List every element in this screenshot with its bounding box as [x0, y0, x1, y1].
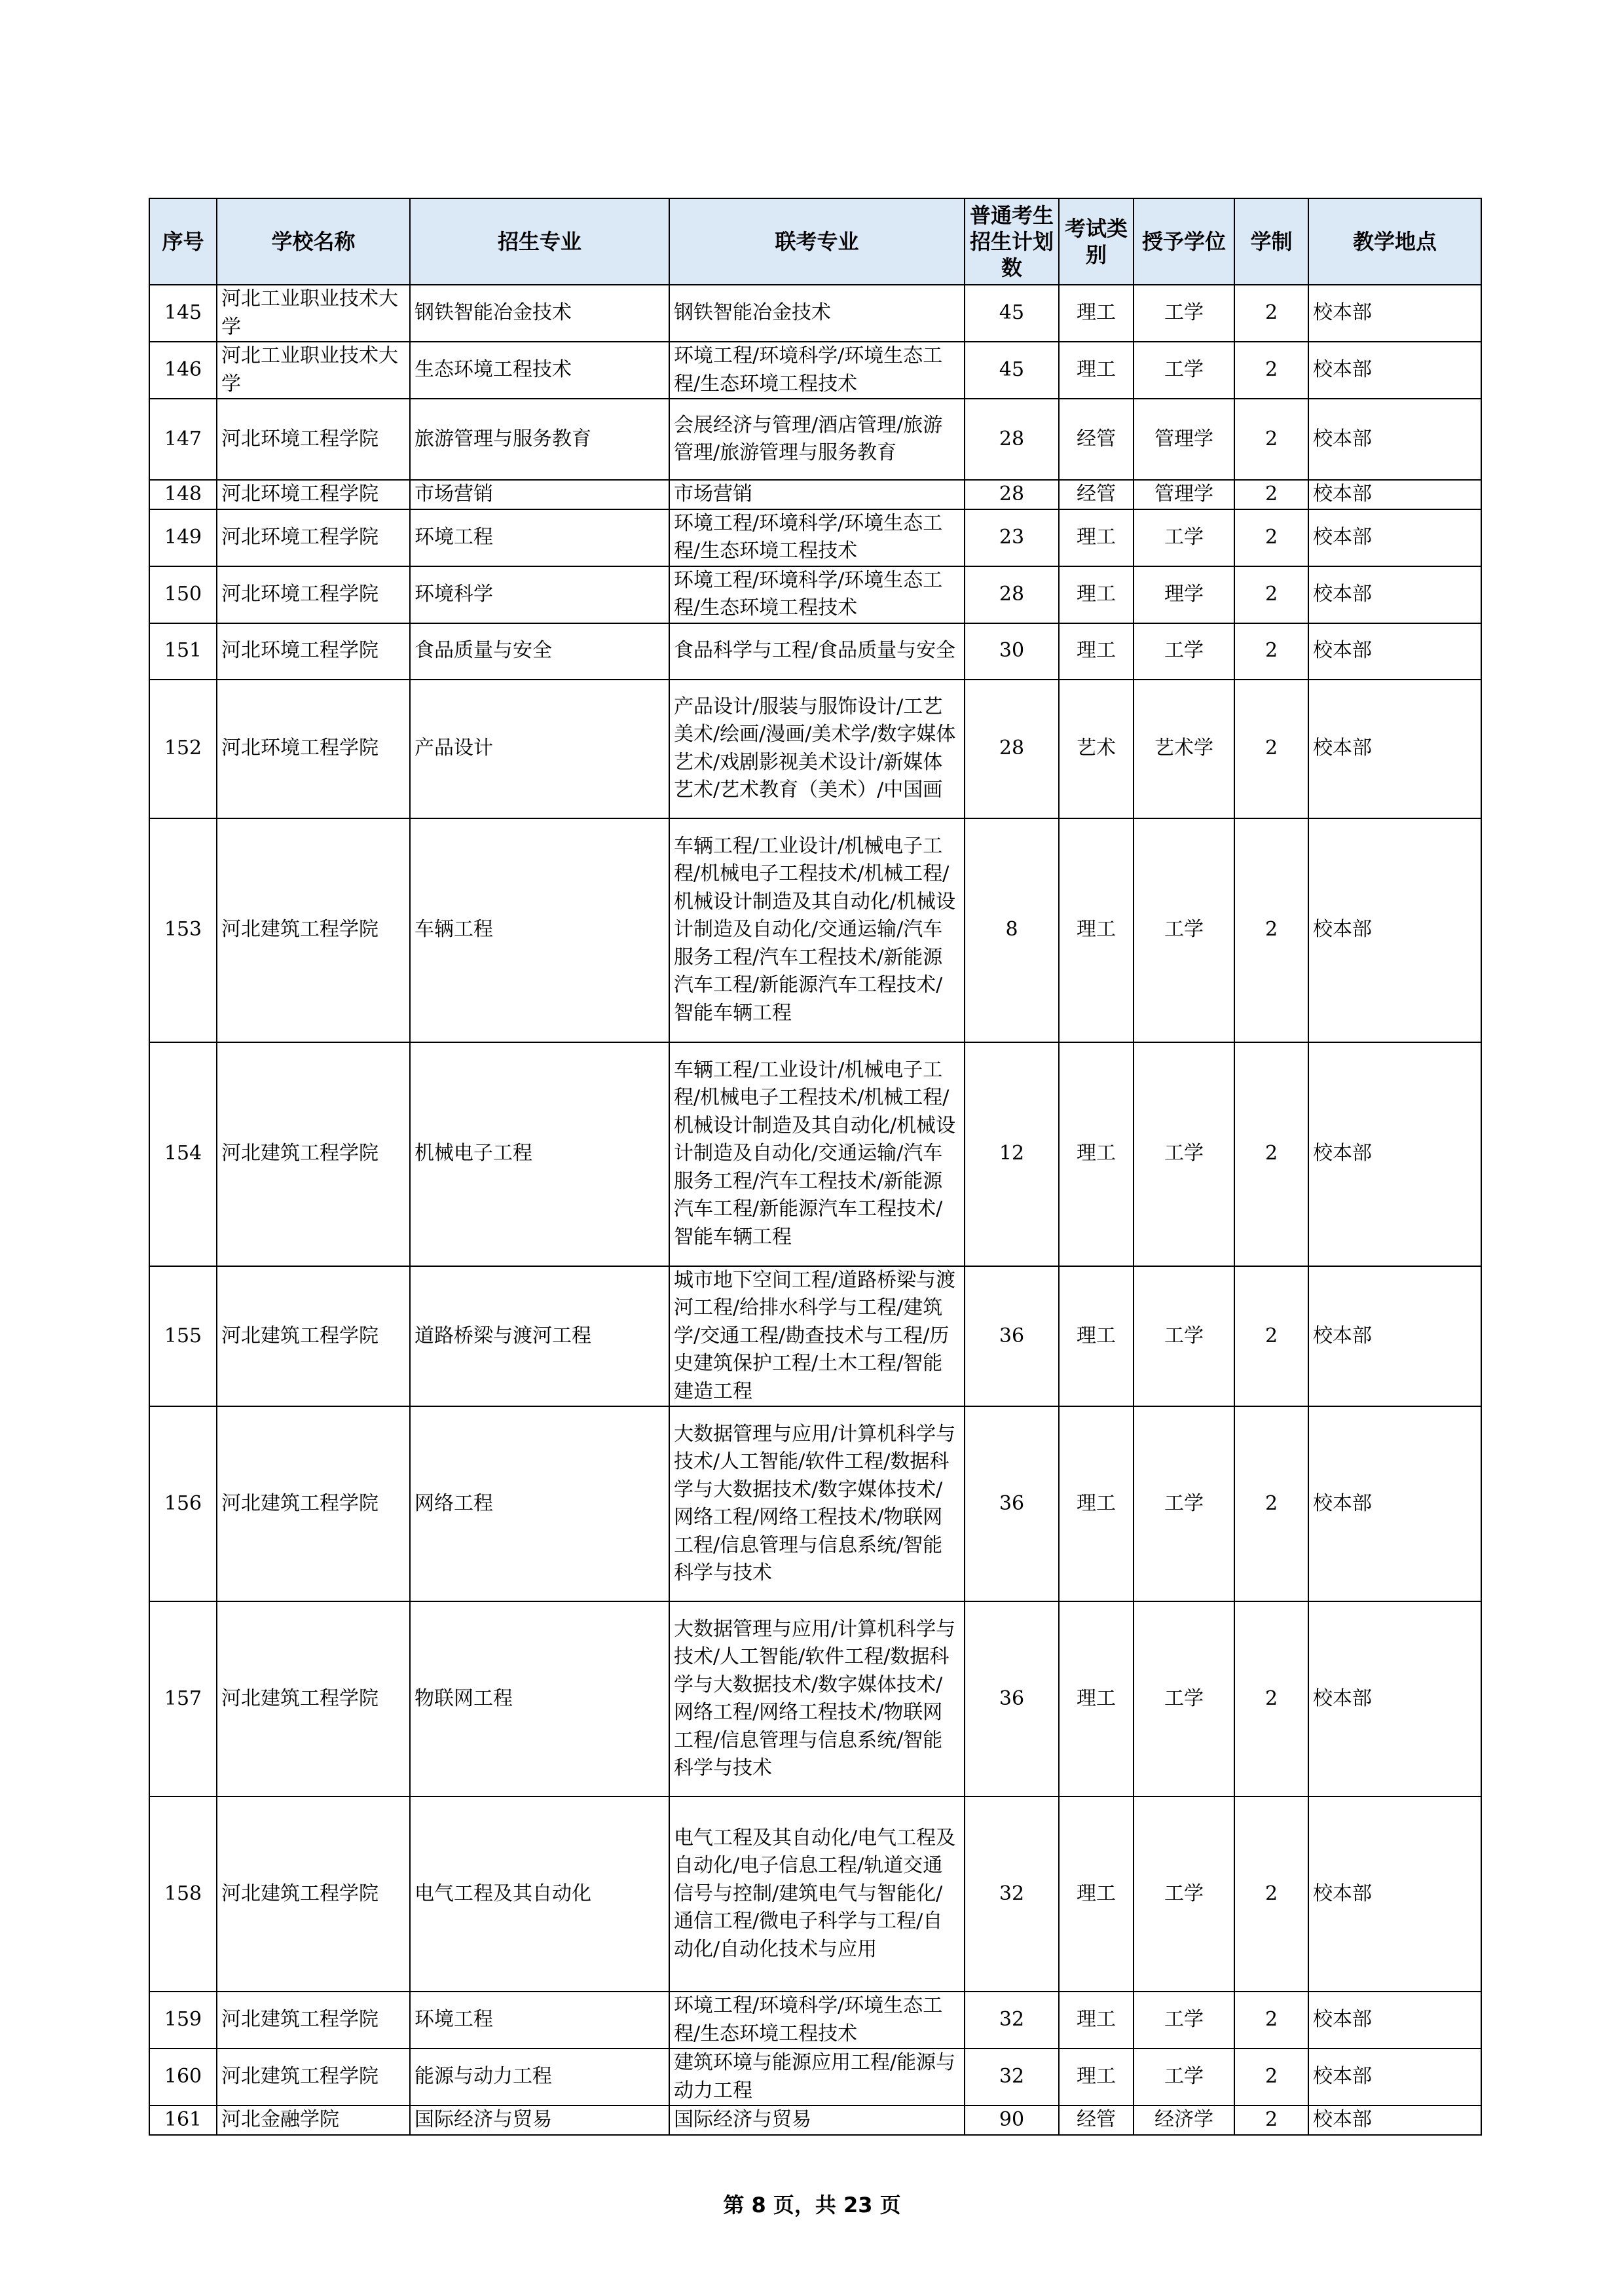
row-location: 校本部 [1308, 680, 1481, 818]
table-row [149, 1796, 1481, 1992]
header-degree: 授予学位 [1134, 198, 1234, 285]
row-years: 2 [1234, 2105, 1308, 2135]
table-row [149, 399, 1481, 480]
row-school: 河北环境工程学院 [217, 566, 410, 623]
row-quota: 8 [965, 818, 1059, 1042]
table-row [149, 509, 1481, 566]
row-seq: 148 [149, 480, 217, 509]
header-exam-major: 联考专业 [669, 198, 965, 285]
row-seq: 150 [149, 566, 217, 623]
row-seq: 155 [149, 1266, 217, 1407]
row-school: 河北环境工程学院 [217, 399, 410, 480]
table-row [149, 1266, 1481, 1407]
table-row [149, 2049, 1481, 2105]
row-quota: 12 [965, 1042, 1059, 1266]
row-category: 理工 [1059, 623, 1134, 680]
row-location: 校本部 [1308, 1796, 1481, 1992]
row-seq: 154 [149, 1042, 217, 1266]
row-major: 食品质量与安全 [410, 623, 669, 680]
row-school: 河北建筑工程学院 [217, 1266, 410, 1407]
row-years: 2 [1234, 480, 1308, 509]
table-row [149, 1992, 1481, 2049]
row-years: 2 [1234, 1042, 1308, 1266]
row-years: 2 [1234, 680, 1308, 818]
row-major: 物联网工程 [410, 1601, 669, 1796]
row-quota: 36 [965, 1266, 1059, 1407]
row-school: 河北工业职业技术大学 [217, 285, 410, 342]
row-degree: 管理学 [1134, 399, 1234, 480]
header-row [149, 198, 1481, 285]
row-location: 校本部 [1308, 480, 1481, 509]
row-years: 2 [1234, 1406, 1308, 1601]
row-school: 河北建筑工程学院 [217, 2049, 410, 2105]
table-body [149, 285, 1481, 2135]
row-category: 艺术 [1059, 680, 1134, 818]
row-degree: 工学 [1134, 818, 1234, 1042]
row-location: 校本部 [1308, 623, 1481, 680]
row-quota: 36 [965, 1406, 1059, 1601]
header-seq: 序号 [149, 198, 217, 285]
row-category: 理工 [1059, 818, 1134, 1042]
row-school: 河北建筑工程学院 [217, 1796, 410, 1992]
row-category: 理工 [1059, 1992, 1134, 2049]
row-years: 2 [1234, 1266, 1308, 1407]
row-school: 河北环境工程学院 [217, 480, 410, 509]
row-years: 2 [1234, 1601, 1308, 1796]
row-quota: 32 [965, 1796, 1059, 1992]
header-category: 考试类别 [1059, 198, 1134, 285]
row-exam-major: 环境工程/环境科学/环境生态工程/生态环境工程技术 [669, 509, 965, 566]
row-years: 2 [1234, 2049, 1308, 2105]
row-major: 环境工程 [410, 1992, 669, 2049]
row-major: 机械电子工程 [410, 1042, 669, 1266]
row-seq: 158 [149, 1796, 217, 1992]
row-category: 理工 [1059, 2049, 1134, 2105]
row-exam-major: 大数据管理与应用/计算机科学与技术/人工智能/软件工程/数据科学与大数据技术/数字媒体技术/网络工程/网络工程技术/物联网工程/信息管理与信息系统/智能科学与技术 [669, 1406, 965, 1601]
row-degree: 工学 [1134, 1796, 1234, 1992]
row-category: 理工 [1059, 1796, 1134, 1992]
row-seq: 151 [149, 623, 217, 680]
table-row [149, 1601, 1481, 1796]
row-location: 校本部 [1308, 1042, 1481, 1266]
row-location: 校本部 [1308, 566, 1481, 623]
row-exam-major: 城市地下空间工程/道路桥梁与渡河工程/给排水科学与工程/建筑学/交通工程/勘查技术与工程/历史建筑保护工程/土木工程/智能建造工程 [669, 1266, 965, 1407]
table-row [149, 1042, 1481, 1266]
header-location: 教学地点 [1308, 198, 1481, 285]
table-row [149, 623, 1481, 680]
row-years: 2 [1234, 623, 1308, 680]
row-years: 2 [1234, 399, 1308, 480]
row-years: 2 [1234, 285, 1308, 342]
row-school: 河北建筑工程学院 [217, 818, 410, 1042]
row-degree: 工学 [1134, 1042, 1234, 1266]
row-location: 校本部 [1308, 1406, 1481, 1601]
row-major: 环境科学 [410, 566, 669, 623]
row-quota: 28 [965, 480, 1059, 509]
row-category: 理工 [1059, 1042, 1134, 1266]
row-quota: 45 [965, 342, 1059, 399]
row-exam-major: 国际经济与贸易 [669, 2105, 965, 2135]
row-exam-major: 食品科学与工程/食品质量与安全 [669, 623, 965, 680]
table-row [149, 818, 1481, 1042]
row-school: 河北建筑工程学院 [217, 1601, 410, 1796]
row-school: 河北建筑工程学院 [217, 1042, 410, 1266]
row-seq: 146 [149, 342, 217, 399]
row-exam-major: 车辆工程/工业设计/机械电子工程/机械电子工程技术/机械工程/机械设计制造及其自动化/机械设计制造及自动化/交通运输/汽车服务工程/汽车工程技术/新能源汽车工程/新能源汽车工程技术/智能车辆工程 [669, 818, 965, 1042]
row-exam-major: 环境工程/环境科学/环境生态工程/生态环境工程技术 [669, 1992, 965, 2049]
row-seq: 152 [149, 680, 217, 818]
row-years: 2 [1234, 1992, 1308, 2049]
row-quota: 45 [965, 285, 1059, 342]
row-degree: 理学 [1134, 566, 1234, 623]
row-years: 2 [1234, 509, 1308, 566]
row-seq: 147 [149, 399, 217, 480]
row-degree: 工学 [1134, 1601, 1234, 1796]
row-exam-major: 钢铁智能冶金技术 [669, 285, 965, 342]
row-school: 河北工业职业技术大学 [217, 342, 410, 399]
row-degree: 工学 [1134, 342, 1234, 399]
header-school: 学校名称 [217, 198, 410, 285]
row-location: 校本部 [1308, 342, 1481, 399]
row-major: 车辆工程 [410, 818, 669, 1042]
row-location: 校本部 [1308, 1601, 1481, 1796]
row-category: 经管 [1059, 2105, 1134, 2135]
table-row [149, 566, 1481, 623]
row-school: 河北环境工程学院 [217, 623, 410, 680]
row-degree: 工学 [1134, 623, 1234, 680]
row-degree: 经济学 [1134, 2105, 1234, 2135]
row-exam-major: 产品设计/服装与服饰设计/工艺美术/绘画/漫画/美术学/数字媒体艺术/戏剧影视美术设计/新媒体艺术/艺术教育（美术）/中国画 [669, 680, 965, 818]
row-category: 理工 [1059, 1601, 1134, 1796]
row-exam-major: 建筑环境与能源应用工程/能源与动力工程 [669, 2049, 965, 2105]
row-seq: 153 [149, 818, 217, 1042]
row-category: 理工 [1059, 342, 1134, 399]
row-years: 2 [1234, 818, 1308, 1042]
row-location: 校本部 [1308, 818, 1481, 1042]
row-major: 能源与动力工程 [410, 2049, 669, 2105]
table-row [149, 342, 1481, 399]
page-footer: 第 8 页，共 23 页 [723, 2193, 901, 2217]
row-category: 理工 [1059, 1406, 1134, 1601]
header-major: 招生专业 [410, 198, 669, 285]
row-degree: 工学 [1134, 1406, 1234, 1601]
row-location: 校本部 [1308, 2049, 1481, 2105]
row-degree: 工学 [1134, 285, 1234, 342]
row-major: 环境工程 [410, 509, 669, 566]
row-seq: 160 [149, 2049, 217, 2105]
table-row [149, 480, 1481, 509]
row-quota: 28 [965, 680, 1059, 818]
table-row [149, 285, 1481, 342]
row-quota: 90 [965, 2105, 1059, 2135]
row-years: 2 [1234, 1796, 1308, 1992]
row-years: 2 [1234, 342, 1308, 399]
row-seq: 156 [149, 1406, 217, 1601]
row-degree: 工学 [1134, 1266, 1234, 1407]
table-row [149, 680, 1481, 818]
table-row [149, 2105, 1481, 2135]
row-major: 市场营销 [410, 480, 669, 509]
row-quota: 28 [965, 566, 1059, 623]
row-school: 河北建筑工程学院 [217, 1992, 410, 2049]
admissions-table [149, 198, 1482, 2136]
row-exam-major: 电气工程及其自动化/电气工程及自动化/电子信息工程/轨道交通信号与控制/建筑电气与智能化/通信工程/微电子科学与工程/自动化/自动化技术与应用 [669, 1796, 965, 1992]
row-quota: 28 [965, 399, 1059, 480]
row-school: 河北环境工程学院 [217, 509, 410, 566]
row-quota: 23 [965, 509, 1059, 566]
row-exam-major: 会展经济与管理/酒店管理/旅游管理/旅游管理与服务教育 [669, 399, 965, 480]
row-category: 理工 [1059, 566, 1134, 623]
row-degree: 工学 [1134, 1992, 1234, 2049]
row-school: 河北环境工程学院 [217, 680, 410, 818]
row-exam-major: 市场营销 [669, 480, 965, 509]
row-major: 电气工程及其自动化 [410, 1796, 669, 1992]
table-row [149, 1406, 1481, 1601]
row-years: 2 [1234, 566, 1308, 623]
row-seq: 159 [149, 1992, 217, 2049]
row-major: 旅游管理与服务教育 [410, 399, 669, 480]
row-category: 理工 [1059, 285, 1134, 342]
row-category: 理工 [1059, 509, 1134, 566]
row-location: 校本部 [1308, 1266, 1481, 1407]
header-years: 学制 [1234, 198, 1308, 285]
row-school: 河北建筑工程学院 [217, 1406, 410, 1601]
row-seq: 145 [149, 285, 217, 342]
row-location: 校本部 [1308, 509, 1481, 566]
row-location: 校本部 [1308, 399, 1481, 480]
row-major: 生态环境工程技术 [410, 342, 669, 399]
row-quota: 30 [965, 623, 1059, 680]
row-location: 校本部 [1308, 285, 1481, 342]
row-location: 校本部 [1308, 2105, 1481, 2135]
row-exam-major: 环境工程/环境科学/环境生态工程/生态环境工程技术 [669, 342, 965, 399]
row-exam-major: 车辆工程/工业设计/机械电子工程/机械电子工程技术/机械工程/机械设计制造及其自动化/机械设计制造及自动化/交通运输/汽车服务工程/汽车工程技术/新能源汽车工程/新能源汽车工程技术/智能车辆工程 [669, 1042, 965, 1266]
row-degree: 工学 [1134, 509, 1234, 566]
row-major: 产品设计 [410, 680, 669, 818]
row-major: 网络工程 [410, 1406, 669, 1601]
row-quota: 32 [965, 1992, 1059, 2049]
row-major: 道路桥梁与渡河工程 [410, 1266, 669, 1407]
header-quota: 普通考生招生计划数 [965, 198, 1059, 285]
row-degree: 管理学 [1134, 480, 1234, 509]
row-seq: 149 [149, 509, 217, 566]
row-school: 河北金融学院 [217, 2105, 410, 2135]
row-degree: 工学 [1134, 2049, 1234, 2105]
row-exam-major: 大数据管理与应用/计算机科学与技术/人工智能/软件工程/数据科学与大数据技术/数字媒体技术/网络工程/网络工程技术/物联网工程/信息管理与信息系统/智能科学与技术 [669, 1601, 965, 1796]
row-category: 经管 [1059, 399, 1134, 480]
row-category: 理工 [1059, 1266, 1134, 1407]
row-major: 国际经济与贸易 [410, 2105, 669, 2135]
row-quota: 36 [965, 1601, 1059, 1796]
row-category: 经管 [1059, 480, 1134, 509]
row-quota: 32 [965, 2049, 1059, 2105]
row-exam-major: 环境工程/环境科学/环境生态工程/生态环境工程技术 [669, 566, 965, 623]
row-location: 校本部 [1308, 1992, 1481, 2049]
row-seq: 161 [149, 2105, 217, 2135]
row-degree: 艺术学 [1134, 680, 1234, 818]
row-seq: 157 [149, 1601, 217, 1796]
row-major: 钢铁智能冶金技术 [410, 285, 669, 342]
